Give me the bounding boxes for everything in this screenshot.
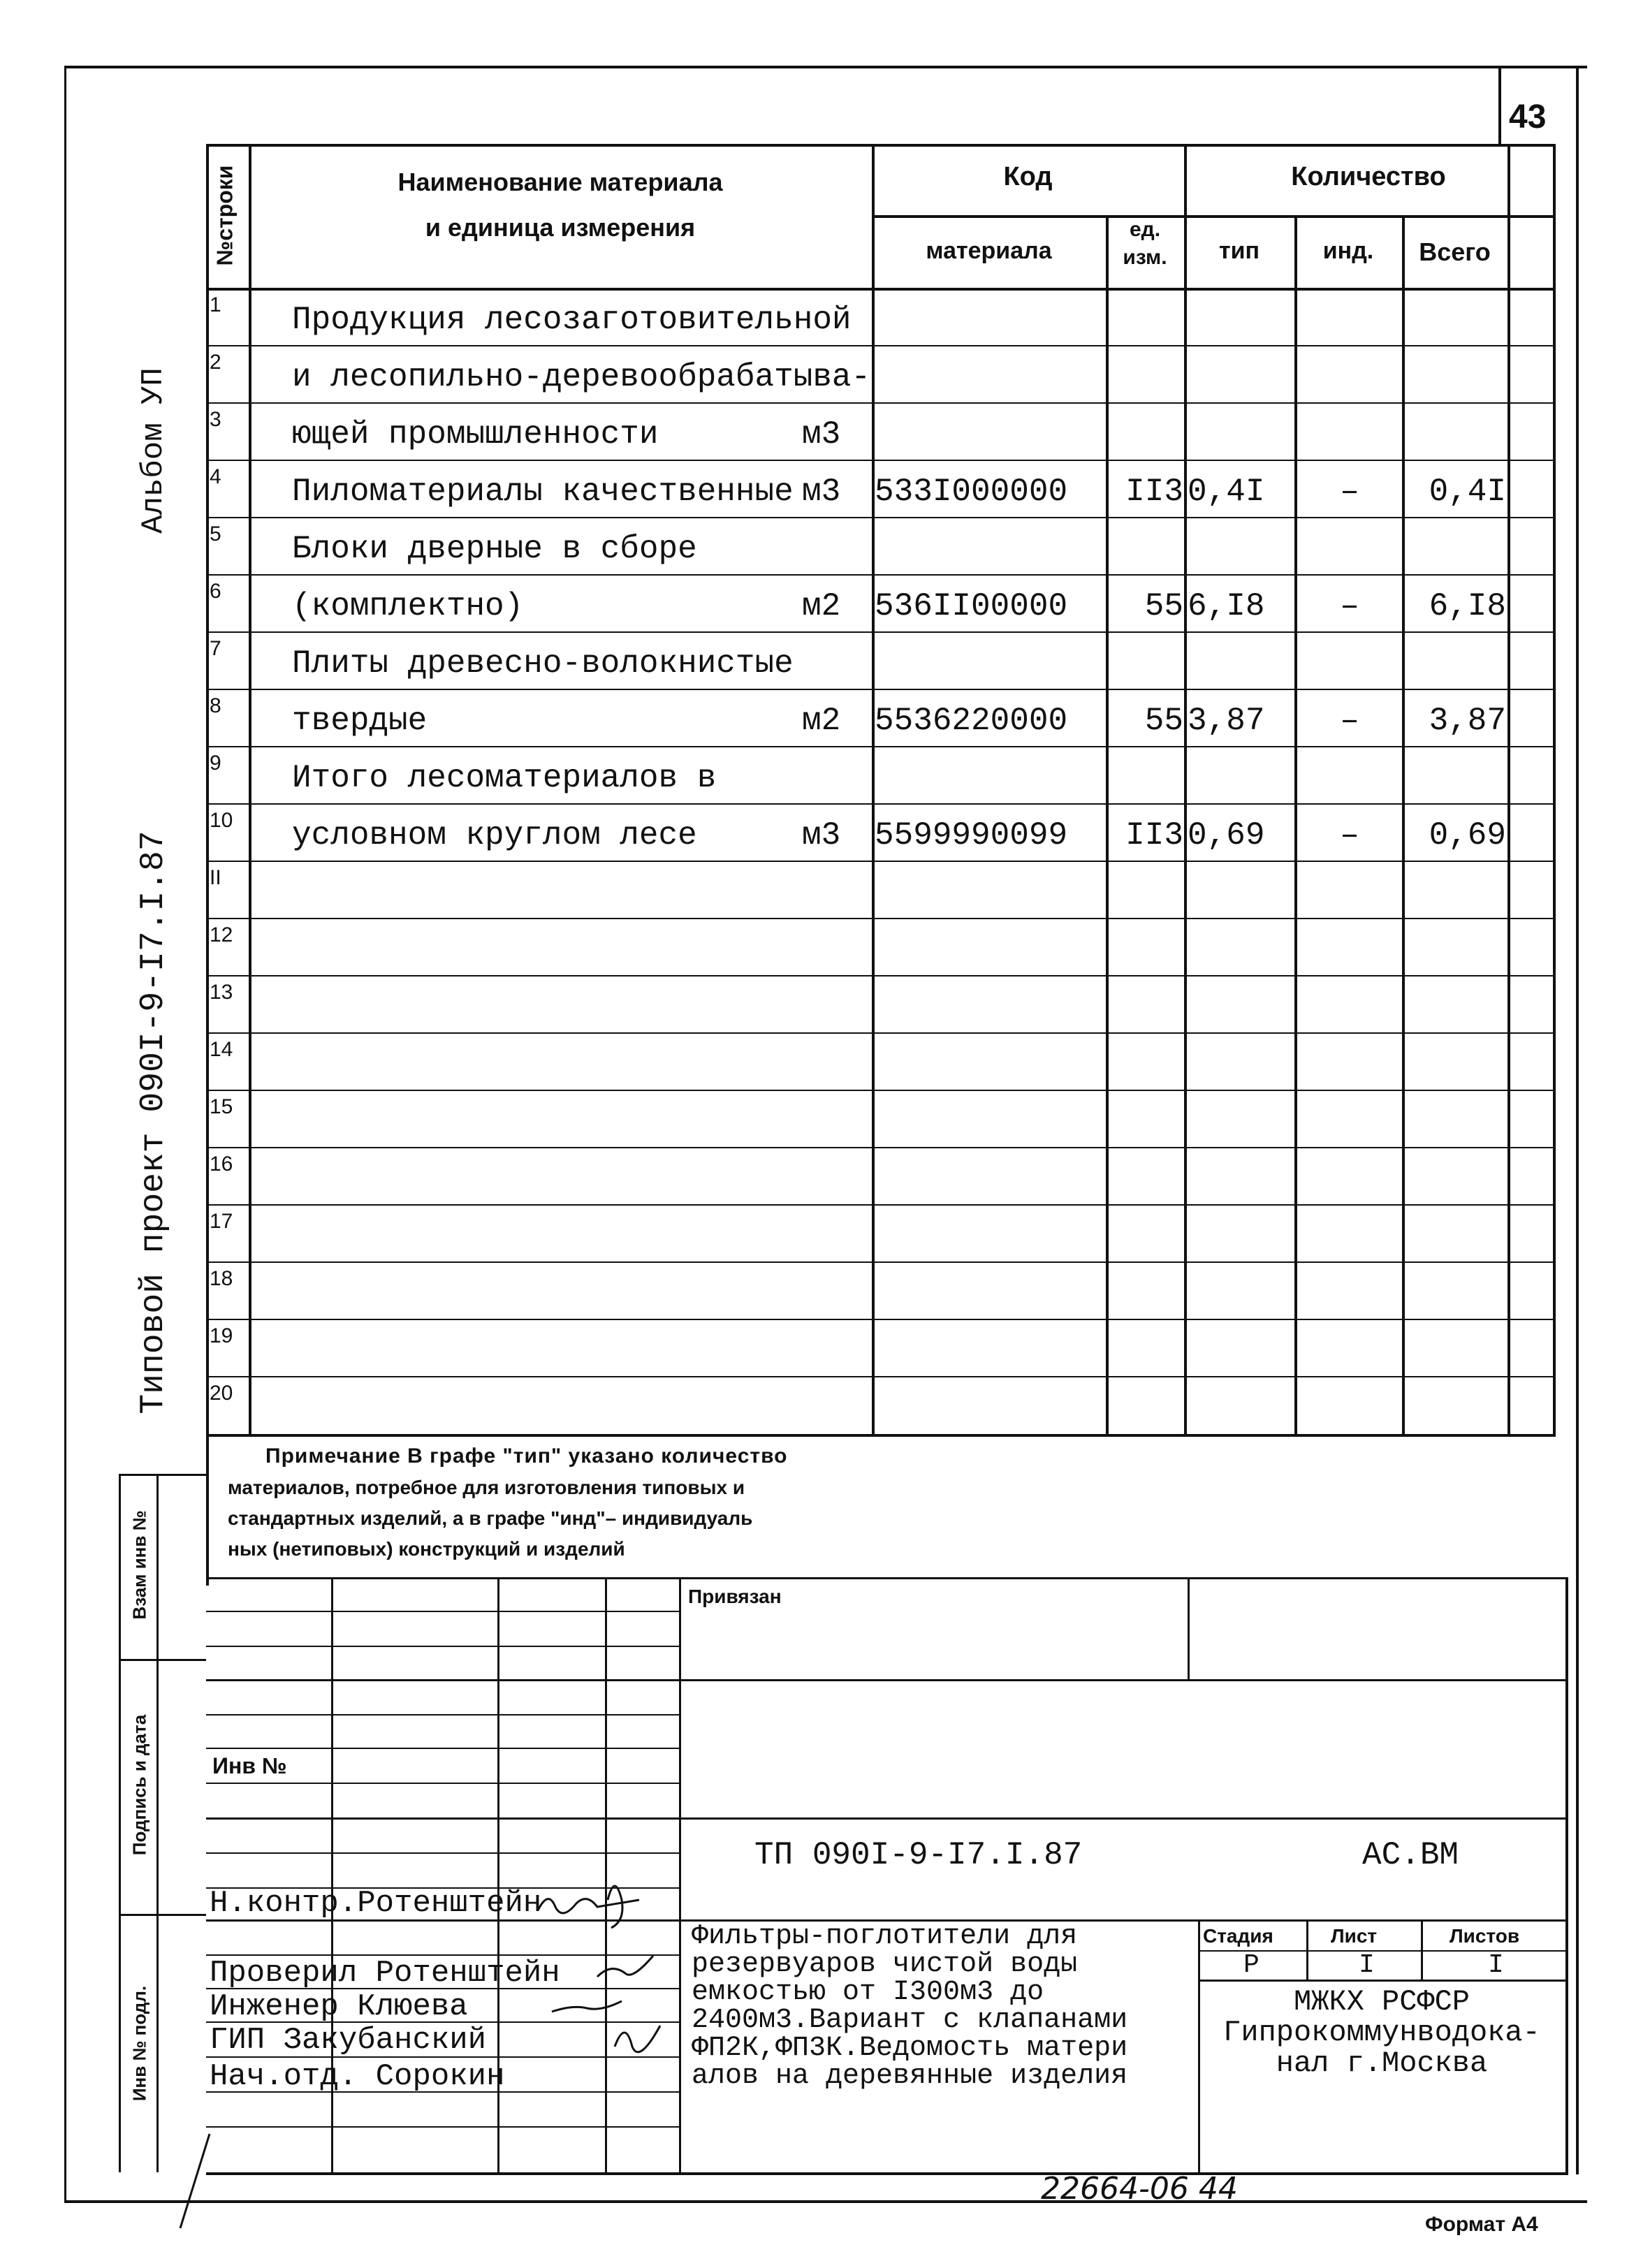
row-n: 1 [210,293,221,316]
row-type: 0,69 [1188,817,1265,854]
row-total: 0,69 [1429,817,1506,854]
stadiya-label: Стадия [1203,1925,1273,1947]
header-name-line1: Наименование материала [397,168,723,196]
row-name: Продукция лесозаготовительной [292,302,852,338]
title-line-6: алов на деревянные изделия [692,2061,1128,2092]
header-name-line2: и единица измерения [425,213,696,242]
vzam-inv-label: Взам инв № [129,1510,150,1620]
row-n: 13 [210,981,233,1004]
row-n: 14 [210,1038,233,1061]
title-line-2: резервуаров чистой воды [692,1949,1078,1980]
right-border [1576,68,1579,2174]
row-ind: – [1340,474,1359,510]
row-type: 6,I8 [1188,588,1265,624]
header-code: Код [1003,162,1053,191]
row-unit: м2 [802,703,841,739]
album-label: Альбом УП [136,367,171,534]
row-name: Плиты древесно-волокнистые [292,645,794,682]
document-code: ТП 090I-9-I7.I.87 [754,1837,1083,1873]
header-type: тип [1218,237,1260,264]
title-line-5: ФП2К,ФП3К.Ведомость матери [692,2033,1128,2064]
row-name: Пиломатериалы качественные [292,474,794,510]
header-total: Всего [1419,237,1491,266]
inv-no-label: Инв № [212,1753,287,1778]
list-value: I [1359,1950,1375,1980]
title-line-4: 2400м3.Вариант с клапанами [692,2005,1128,2036]
header-row-number: №строки [212,165,238,266]
row-total: 6,I8 [1429,588,1506,624]
proveril-signature-line: Проверил Ротенштейн [210,1956,560,1991]
n-kontr-signature-line: Н.контр.Ротенштейн [210,1886,542,1921]
row-ind: – [1340,703,1359,739]
privyazan-label: Привязан [688,1586,782,1607]
header-unit-1: ед. [1129,218,1161,241]
row-n: 5 [210,522,221,546]
row-name: Итого лесоматериалов в [292,760,717,796]
title-line-3: емкостью от I300м3 до [692,1977,1044,2008]
stadiya-value: Р [1243,1950,1260,1980]
org-line-3: нал г.Москва [1276,2047,1488,2080]
bottom-rule [64,2200,1587,2203]
row-name: условном круглом лесе [292,817,697,854]
row-name: Блоки дверные в сборе [292,531,697,567]
row-name: и лесопильно-деревообрабатыва- [292,359,871,395]
row-total: 0,4I [1429,474,1506,510]
row-code: 5599990099 [875,817,1068,854]
row-name: ющей промышленности [292,416,659,453]
page-number: 43 [1509,98,1547,136]
org-line-1: МЖКХ РСФСР [1293,1985,1470,2019]
podpis-label: Подпись и дата [129,1714,150,1856]
row-name: (комплектно) [292,588,524,624]
row-n: II [210,866,221,889]
listov-label: Листов [1450,1925,1520,1947]
row-n: 16 [210,1153,233,1176]
row-n: 18 [210,1267,233,1290]
header-ind: инд. [1322,237,1374,264]
note-line-4: ных (нетиповых) конструкций и изделий [228,1538,625,1560]
header-quantity: Количество [1291,162,1446,191]
row-n: 20 [210,1382,233,1405]
list-label: Лист [1331,1925,1378,1947]
row-uom: II3 [1125,817,1183,854]
header-material: материала [926,237,1052,264]
row-type: 3,87 [1188,703,1265,739]
row-code: 536II00000 [875,588,1068,624]
row-n: 9 [210,752,221,775]
row-type: 0,4I [1188,474,1265,510]
row-total: 3,87 [1429,703,1506,739]
row-n: 8 [210,694,221,717]
row-uom: 55 [1144,588,1183,624]
gip-signature-line: ГИП Закубанский [210,2023,487,2058]
row-n: 19 [210,1324,233,1347]
row-unit: м2 [802,588,841,624]
sheet-mark: АС.ВМ [1362,1837,1459,1873]
row-code: 533I000000 [875,474,1068,510]
project-label: Типовой проект 090I-9-I7.I.87 [135,831,173,1414]
row-n: 7 [210,637,221,660]
left-border [64,68,66,2202]
format-label: Формат А4 [1425,2213,1538,2236]
row-n: 4 [210,465,221,488]
org-line-2: Гипрокоммунводока- [1223,2016,1540,2049]
note-line-2: материалов, потребное для изготовления типовых и [228,1477,745,1498]
row-n: 2 [210,351,221,374]
row-unit: м3 [802,817,841,854]
row-unit: м3 [802,474,841,510]
page-number-box-left [1498,68,1501,147]
row-n: 12 [210,923,233,946]
signature-scribbles [531,1879,671,2088]
note-line-1: Примечание В графе "тип" указано количество [265,1444,788,1468]
header-unit-2: изм. [1123,246,1167,269]
margin-stroke [175,2130,217,2235]
title-line-1: Фильтры-поглотители для [692,1921,1078,1952]
inzhener-signature-line: Инженер Клюева [210,1989,468,2024]
row-n: 3 [210,408,221,431]
listov-value: I [1488,1950,1504,1980]
row-ind: – [1340,817,1359,854]
row-code: 5536220000 [875,703,1068,739]
row-uom: 55 [1144,703,1183,739]
row-unit: м3 [802,416,841,453]
top-rule [64,66,1587,68]
inv-podl-label: Инв № подл. [129,1985,150,2102]
row-n: 10 [210,809,233,832]
row-n: 15 [210,1095,233,1118]
row-name: твердые [292,703,428,739]
archive-number: 22664-06 44 [1041,2171,1238,2207]
row-ind: – [1340,588,1359,624]
nach-otd-signature-line: Нач.отд. Сорокин [210,2059,505,2094]
row-n: 17 [210,1210,233,1233]
note-line-3: стандартных изделий, а в графе "инд"– индивидуаль [228,1507,753,1529]
row-uom: II3 [1125,474,1183,510]
row-n: 6 [210,580,221,603]
